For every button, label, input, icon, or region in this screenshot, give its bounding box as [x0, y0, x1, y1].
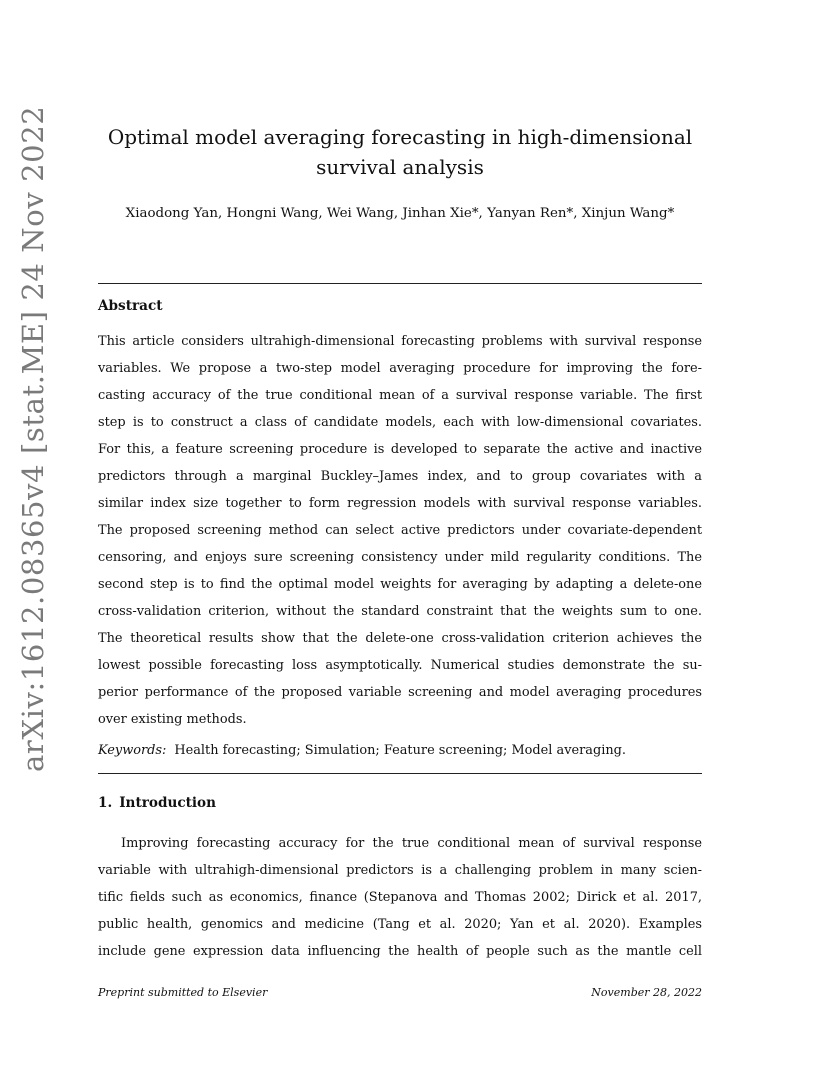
- introduction-line: public health, genomics and medicine (Tang et al. 2020; Yan et al. 2020). Examples: [98, 917, 702, 932]
- abstract-line: over existing methods.: [98, 712, 247, 727]
- abstract-line: This article considers ultrahigh-dimensional forecasting problems with survival response: [98, 334, 702, 349]
- abstract-line: lowest possible forecasting loss asymptotically. Numerical studies demonstrate the su-: [98, 658, 702, 673]
- introduction-body: [98, 830, 702, 965]
- abstract-line: casting accuracy of the true conditional mean of a survival response variable. The first: [98, 388, 702, 403]
- introduction-line: tific fields such as economics, finance (Stepanova and Thomas 2002; Dirick et al. 2017,: [98, 890, 702, 905]
- abstract-line: The proposed screening method can select active predictors under covariate-dependent: [98, 523, 702, 538]
- abstract-body: [98, 328, 702, 733]
- keywords-line: [98, 737, 702, 764]
- abstract-line: The theoretical results show that the delete-one cross-validation criterion achieves the: [98, 631, 702, 646]
- abstract-line: cross-validation criterion, without the standard constraint that the weights sum to one.: [98, 604, 702, 619]
- footer-date: November 28, 2022: [591, 986, 702, 999]
- introduction-line: include gene expression data influencing the health of people such as the mantle cell: [98, 944, 702, 959]
- abstract-line: variables. We propose a two-step model averaging procedure for improving the fore-: [98, 361, 702, 376]
- keywords-label: Keywords:: [98, 743, 167, 758]
- keywords-text: Health forecasting; Simulation; Feature screening; Model averaging.: [174, 743, 626, 758]
- abstract-top-rule: [98, 283, 702, 284]
- abstract-line: predictors through a marginal Buckley–James index, and to group covariates with a: [98, 469, 702, 484]
- abstract-line: step is to construct a class of candidate models, each with low-dimensional covariates.: [98, 415, 702, 430]
- arxiv-identifier-stamp: arXiv:1612.08365v4 [stat.ME] 24 Nov 2022: [16, 105, 50, 772]
- abstract-line: second step is to find the optimal model weights for averaging by adapting a delete-one: [98, 577, 702, 592]
- author-list: Xiaodong Yan, Hongni Wang, Wei Wang, Jinhan Xie*, Yanyan Ren*, Xinjun Wang*: [125, 206, 675, 221]
- introduction-line: Improving forecasting accuracy for the true conditional mean of survival response: [121, 836, 702, 851]
- introduction-line: variable with ultrahigh-dimensional predictors is a challenging problem in many scien-: [98, 863, 702, 878]
- section-title: Introduction: [119, 795, 217, 811]
- paper-title-line-1: Optimal model averaging forecasting in high-dimensional: [107, 125, 693, 149]
- section-number: 1.: [98, 795, 113, 811]
- paper-title-line-2: survival analysis: [316, 155, 484, 179]
- paper-title: [98, 122, 702, 182]
- abstract-bottom-rule: [98, 773, 702, 774]
- abstract-line: similar index size together to form regression models with survival response variables.: [98, 496, 702, 511]
- abstract-line: censoring, and enjoys sure screening consistency under mild regularity conditions. The: [98, 550, 702, 565]
- abstract-line: perior performance of the proposed variable screening and model averaging procedures: [98, 685, 702, 700]
- abstract-heading: Abstract: [98, 298, 163, 314]
- section-heading-introduction: [98, 793, 216, 813]
- abstract-line: For this, a feature screening procedure is developed to separate the active and inactive: [98, 442, 702, 457]
- footer-preprint-note: Preprint submitted to Elsevier: [98, 986, 268, 999]
